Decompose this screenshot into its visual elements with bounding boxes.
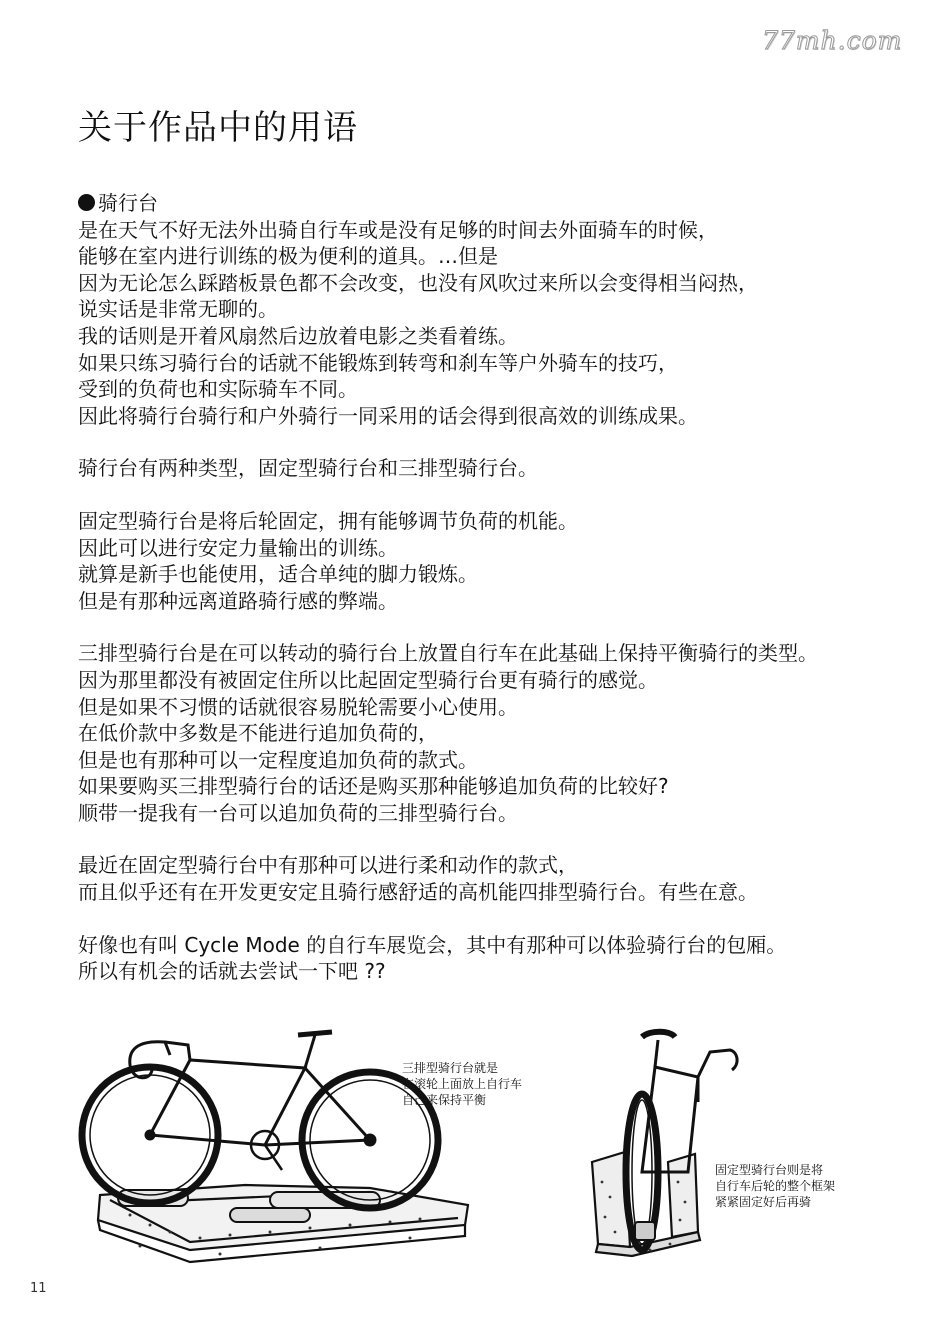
- section-heading-label: 骑行台: [98, 191, 158, 215]
- text-line: 说实话是非常无聊的。: [78, 297, 278, 322]
- text-line: 顺带一提我有一台可以追加负荷的三排型骑行台。: [78, 800, 518, 825]
- watermark: 77mh.com: [762, 26, 903, 55]
- roller-caption-line: 在滚轮上面放上自行车: [402, 1077, 523, 1091]
- page-number: 11: [30, 1281, 47, 1296]
- roller-caption-line: 自己来保持平衡: [402, 1093, 487, 1107]
- text-line: 最近在固定型骑行台中有那种可以进行柔和动作的款式，: [78, 853, 578, 878]
- fixed-caption-line: 紧紧固定好后再骑: [715, 1195, 812, 1209]
- text-line: 因此将骑行台骑行和户外骑行一同采用的话会得到很高效的训练成果。: [78, 403, 698, 428]
- text-line: 三排型骑行台是在可以转动的骑行台上放置自行车在此基础上保持平衡骑行的类型。: [78, 641, 818, 666]
- text-line: 因为无论怎么踩踏板景色都不会改变，也没有风吹过来所以会变得相当闷热，: [78, 270, 758, 295]
- text-line: 但是有那种远离道路骑行感的弊端。: [78, 588, 398, 613]
- fixed-trainer-illustration: [580, 1022, 750, 1262]
- text-line: 如果要购买三排型骑行台的话还是购买那种能够追加负荷的比较好?: [78, 774, 669, 799]
- fixed-caption-line: 自行车后轮的整个框架: [715, 1179, 836, 1193]
- paragraph-gap: [78, 482, 918, 508]
- text-line: 而且似乎还有在开发更安定且骑行感舒适的高机能四排型骑行台。有些在意。: [78, 880, 758, 905]
- bullet-icon: [78, 194, 95, 211]
- crankset: [251, 1131, 282, 1170]
- text-line: 所以有机会的话就去尝试一下吧 ??: [78, 959, 386, 984]
- paragraph-gap: [78, 906, 918, 932]
- paragraph-gap: [78, 826, 918, 852]
- text-line: 是在天气不好无法外出骑自行车或是没有足够的时间去外面骑车的时候，: [78, 217, 718, 242]
- roller-trainer-illustration: [70, 1020, 480, 1265]
- text-line: 好像也有叫 Cycle Mode 的自行车展览会，其中有那种可以体验骑行台的包厢。: [78, 932, 787, 957]
- text-line: 如果只练习骑行台的话就不能锻炼到转弯和刹车等户外骑车的技巧，: [78, 350, 678, 375]
- roller-caption-line: 三排型骑行台就是: [402, 1061, 499, 1075]
- text-line: 在低价款中多数是不能进行追加负荷的，: [78, 721, 438, 746]
- roller-caption: [402, 1060, 522, 1108]
- paragraph-gap: [78, 614, 918, 640]
- section-heading: [78, 190, 918, 217]
- article-body: [78, 190, 918, 985]
- text-line: 但是也有那种可以一定程度追加负荷的款式。: [78, 747, 478, 772]
- fixed-caption: [715, 1162, 835, 1210]
- text-line: 固定型骑行台是将后轮固定，拥有能够调节负荷的机能。: [78, 508, 578, 533]
- text-line: 我的话则是开着风扇然后边放着电影之类看着练。: [78, 323, 518, 348]
- bike-frame: [130, 1032, 370, 1145]
- text-line: 骑行台有两种类型，固定型骑行台和三排型骑行台。: [78, 456, 538, 481]
- text-line: 就算是新手也能使用，适合单纯的脚力锻炼。: [78, 562, 478, 587]
- fixed-caption-line: 固定型骑行台则是将: [715, 1163, 824, 1177]
- resistance-unit: [635, 1222, 655, 1240]
- paragraph-list: [78, 217, 918, 985]
- text-line: 能够在室内进行训练的极为便利的道具。…但是: [78, 244, 498, 269]
- text-line: 因为那里都没有被固定住所以比起固定型骑行台更有骑行的感觉。: [78, 667, 658, 692]
- text-line: 但是如果不习惯的话就很容易脱轮需要小心使用。: [78, 694, 518, 719]
- text-line: 因此可以进行安定力量输出的训练。: [78, 535, 398, 560]
- page-title: 关于作品中的用语: [78, 108, 358, 148]
- paragraph-gap: [78, 429, 918, 455]
- text-line: 受到的负荷也和实际骑车不同。: [78, 377, 358, 402]
